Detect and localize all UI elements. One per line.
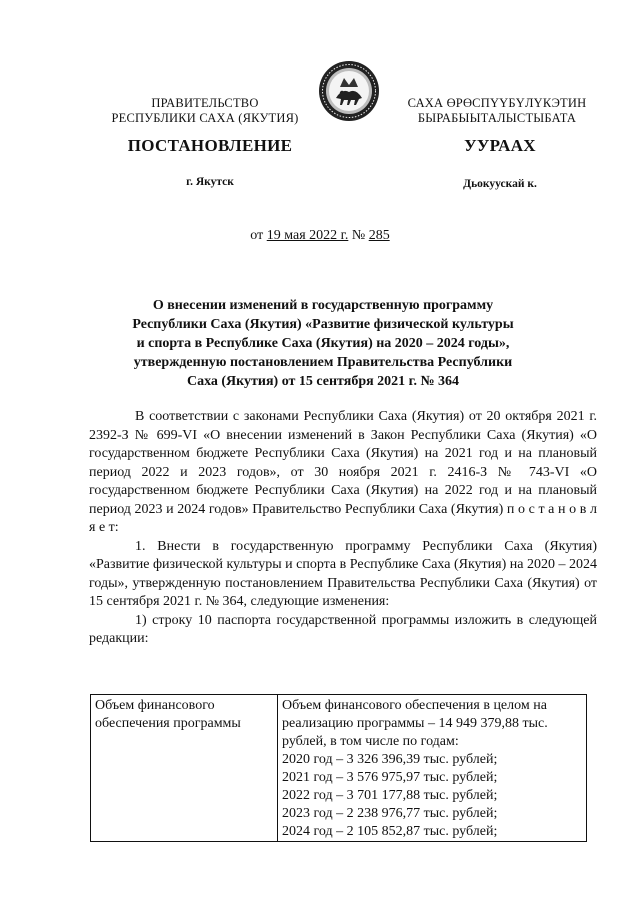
document-type-title-yakut: УУРААХ: [464, 136, 536, 155]
table-cell-value: [278, 695, 587, 842]
table-cell-label: [91, 695, 278, 842]
decree-date-number: [0, 228, 640, 244]
decree-number: 285: [368, 228, 390, 243]
document-body: [89, 408, 597, 649]
financing-label: Объем финансового обеспечения программы: [95, 698, 241, 731]
city-label: г. Якутск: [186, 176, 234, 188]
document-type-title: ПОСТАНОВЛЕНИЕ: [127, 136, 293, 155]
republic-label: РЕСПУБЛИКИ САХА (ЯКУТИЯ): [111, 111, 299, 125]
year-row: 2023 год – 2 238 976,77 тыс. рублей;: [282, 806, 498, 821]
resolves-spaced: п о с т а н о в л я е т:: [89, 501, 597, 535]
preamble-text: В соответствии с законами Республики Саха (Якутия) от 20 октября 2021 г. 2392-З № 699-VI «О внесении изменений в Закон Республики Саха (Якутия) «О государственном бюджете Республики Саха (Якутия) на 2021 год и на плановый период 2022 и 2023 годов», от 30 ноября 2021 г. 2416-З № 743-VI «О государственном бюджете Республики Саха (Якутия) на 2022 год и на плановый период 2023 и 2024 годов» Правительство Республики Саха (Якутия): [89, 409, 597, 517]
year-row: 2022 год – 3 701 177,88 тыс. рублей;: [282, 788, 498, 803]
decree-prefix: от: [250, 228, 267, 243]
decree-subject: О внесении изменений в государственную программу Республики Саха (Якутия) «Развитие физической культуры и спорта в Республике Саха (Якутия) на 2020 – 2024 годы», утвержденную постановлением Правительства Республики Саха (Якутия) от 15 сентября 2021 г. № 364: [132, 298, 514, 389]
header-left: [95, 96, 315, 126]
government-label: ПРАВИТЕЛЬСТВО: [151, 96, 259, 110]
coat-of-arms-emblem: [318, 60, 380, 122]
financing-intro: Объем финансового обеспечения в целом на реализацию программы – 14 949 379,88 тыс. рублей, в том числе по годам:: [282, 698, 548, 749]
decree-date: 19 мая 2022 г.: [266, 228, 349, 243]
decree-number-prefix: №: [348, 228, 369, 243]
year-row: 2020 год – 3 326 396,39 тыс. рублей;: [282, 752, 498, 767]
paragraph-subitem-1: 1) строку 10 паспорта государственной программы изложить в следующей редакции:: [89, 612, 597, 646]
paragraph-preamble: [89, 408, 597, 538]
government-label-yakut: БЫРАБЫЫТАЛЫСТЫБАТА: [417, 111, 577, 125]
year-row: 2021 год – 3 576 975,97 тыс. рублей;: [282, 770, 498, 785]
passport-table: [90, 694, 587, 842]
year-row: 2024 год – 2 105 852,87 тыс. рублей;: [282, 824, 498, 839]
paragraph-item-1: 1. Внести в государственную программу Республики Саха (Якутия) «Развитие физической культуры и спорта в Республике Саха (Якутия) на 2020 – 2024 годы», утвержденную постановлением Правительства Республики Саха (Якутия) от 15 сентября 2021 г. № 364, следующие изменения:: [89, 538, 597, 609]
city-label-yakut: Дьокуускай к.: [463, 178, 537, 190]
table-row: [91, 695, 587, 842]
republic-label-yakut: САХА ӨРӨСПҮҮБҮЛҮКЭТИН: [407, 96, 587, 110]
header-right: [390, 96, 604, 126]
